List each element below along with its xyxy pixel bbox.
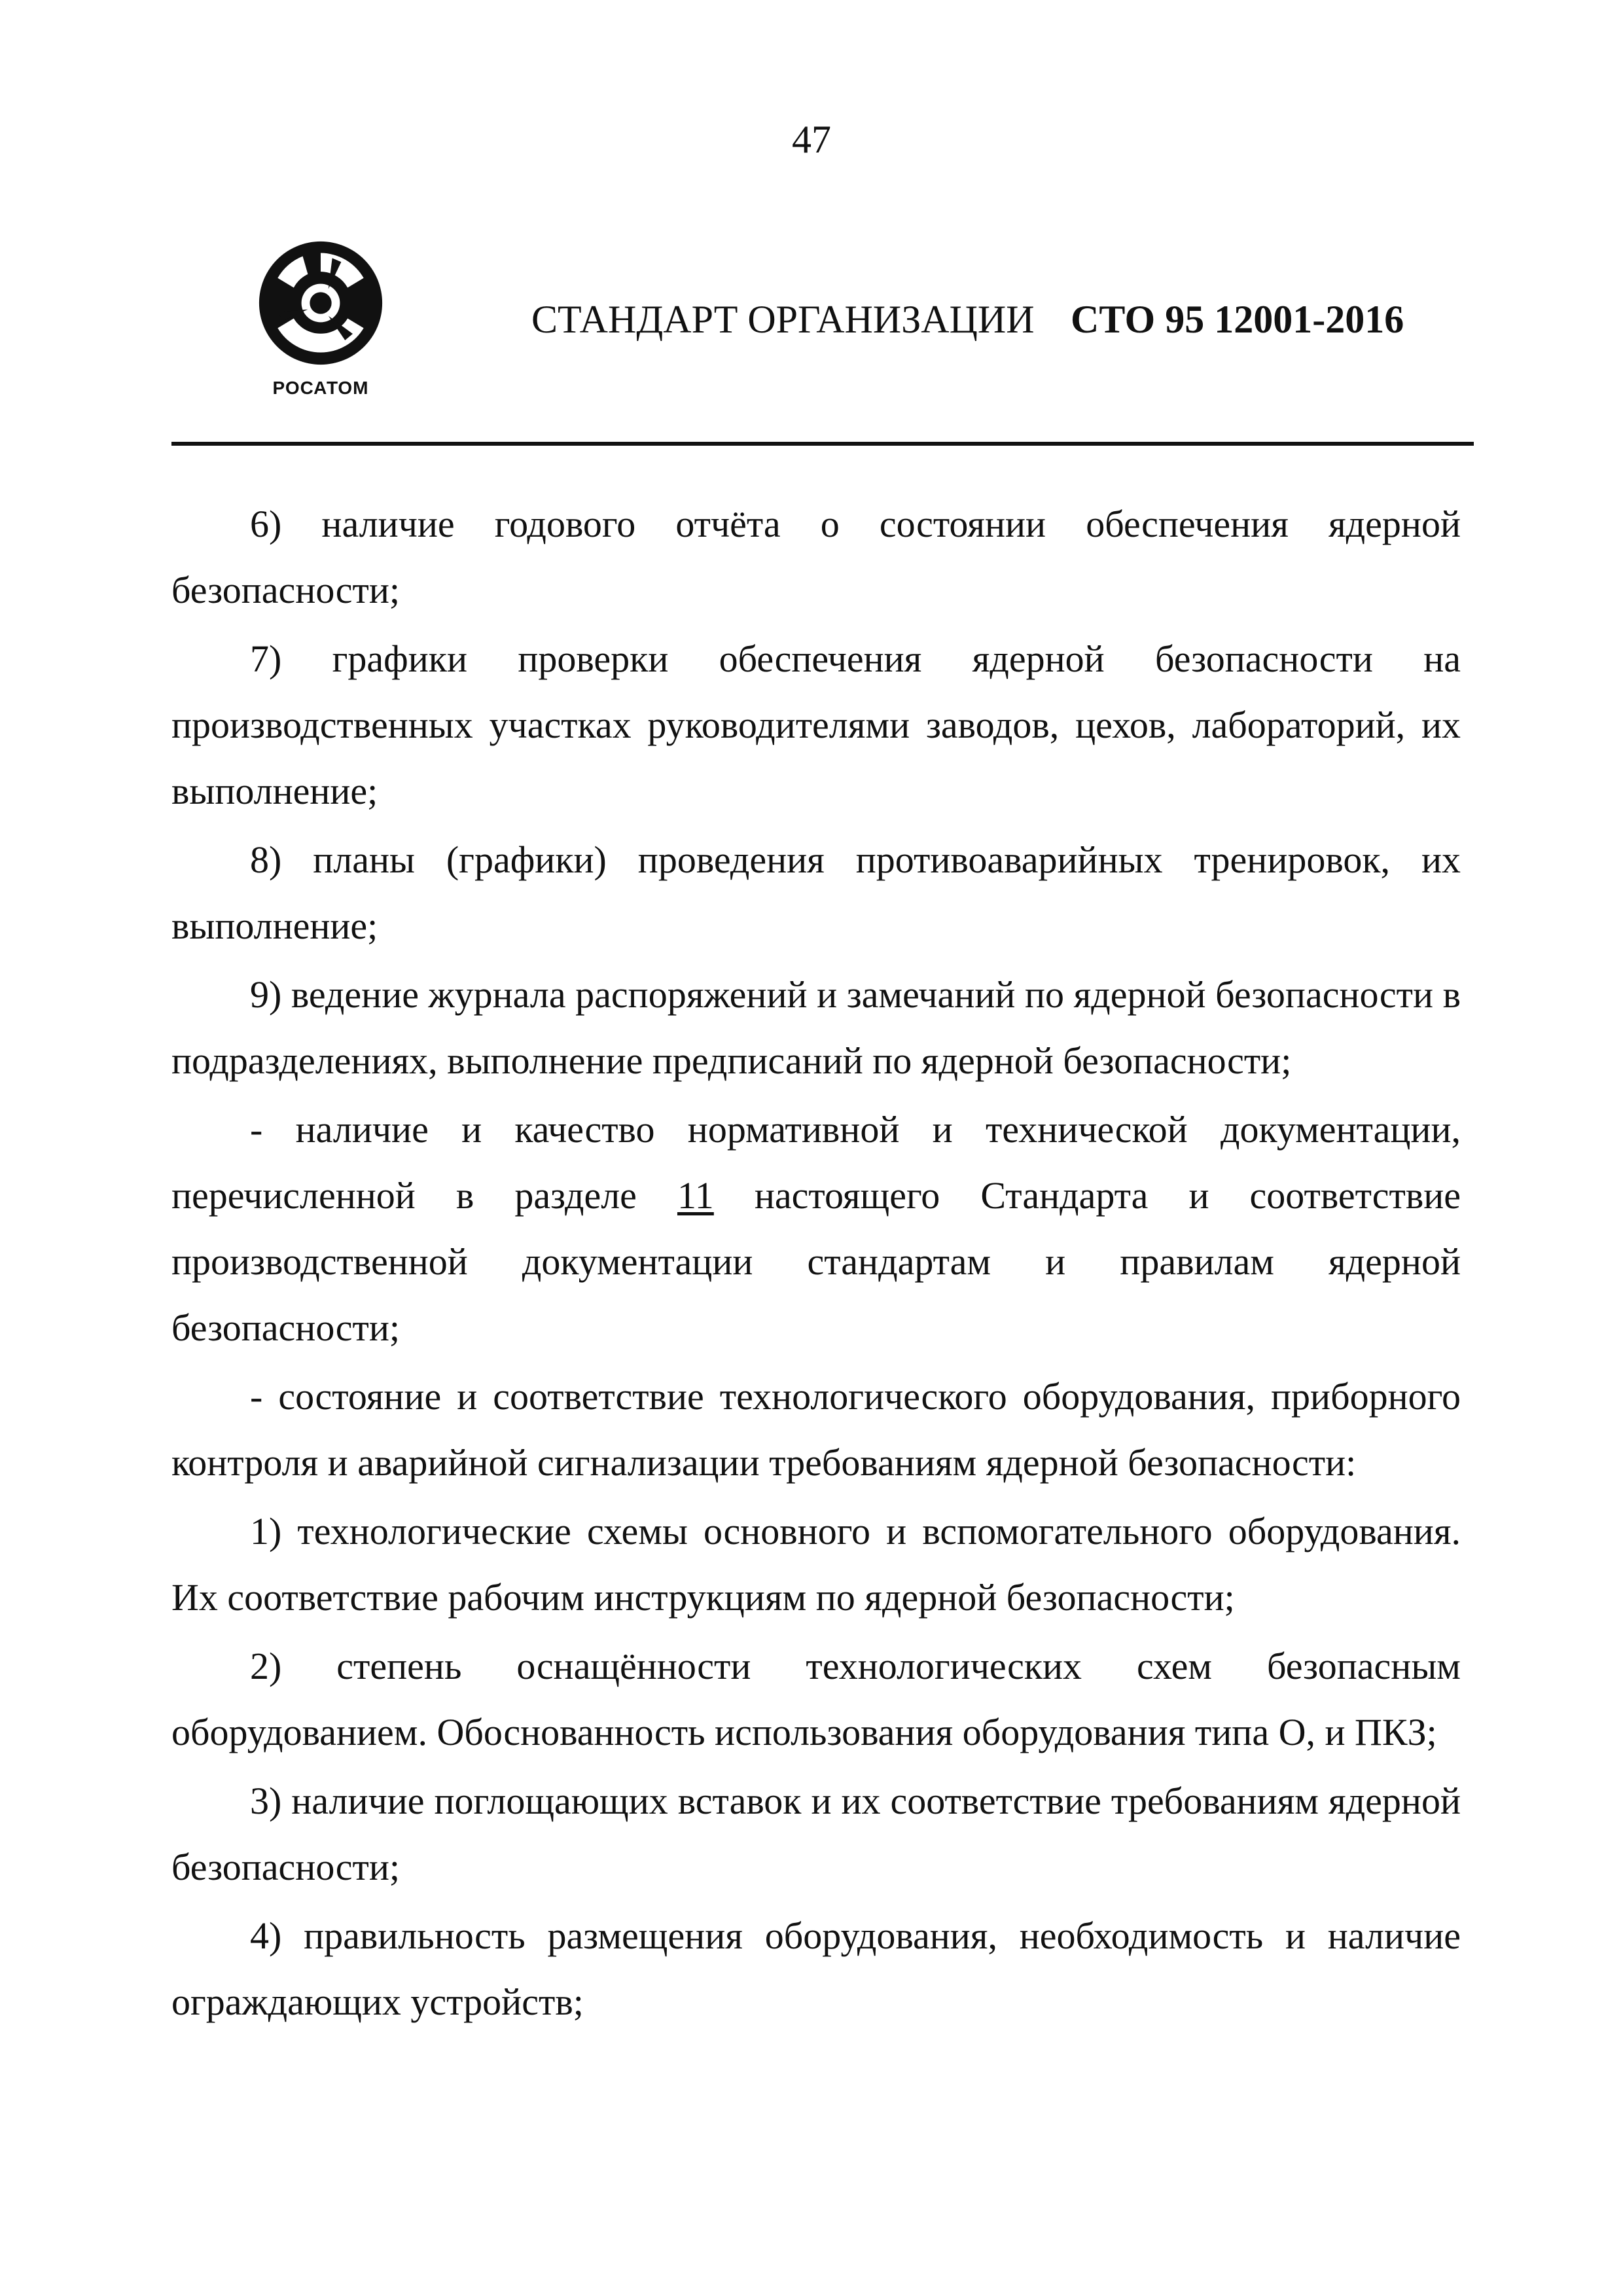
paragraph-equipment-state: - состояние и соответствие технологического оборудования, приборного контроля и аварийной сигнализации требованиям ядерной безопасности: <box>171 1375 1461 1484</box>
documentation-text-start: - наличие и качество нормативной и технической документации, перечисленной в разделе <box>171 1108 1461 1217</box>
header-divider <box>171 442 1474 446</box>
document-body <box>171 491 1461 2035</box>
paragraph-item-1: 1) технологические схемы основного и вспомогательного оборудования. Их соответствие рабочим инструкциям по ядерной безопасности; <box>171 1510 1461 1619</box>
paragraph-8: 8) планы (графики) проведения противоаварийных тренировок, их выполнение; <box>171 838 1461 947</box>
standard-code: СТО 95 12001-2016 <box>1071 298 1404 341</box>
section-reference-link: 11 <box>677 1174 714 1217</box>
logo-text: РОСАТОМ <box>272 378 369 398</box>
rosatom-logo-icon <box>257 239 385 367</box>
paragraph-9: 9) ведение журнала распоряжений и замечаний по ядерной безопасности в подразделениях, выполнение предписаний по ядерной безопасности; <box>171 973 1461 1082</box>
paragraph-documentation <box>171 1096 1461 1361</box>
paragraph-item-3: 3) наличие поглощающих вставок и их соответствие требованиям ядерной безопасности; <box>171 1780 1461 1888</box>
paragraph-item-2: 2) степень оснащённости технологических схем безопасным оборудованием. Обоснованность использования оборудования типа О, и ПКЗ; <box>171 1645 1461 1753</box>
paragraph-item-4: 4) правильность размещения оборудования, необходимость и наличие ограждающих устройств; <box>171 1914 1461 2023</box>
standard-title: СТАНДАРТ ОРГАНИЗАЦИИ <box>531 298 1035 341</box>
documentation-text-end: настоящего Стандарта и соответствие производственной документации стандартам и правилам ядерной безопасности; <box>171 1174 1461 1349</box>
paragraph-7: 7) графики проверки обеспечения ядерной безопасности на производственных участках руководителями заводов, цехов, лабораторий, их выполнение; <box>171 637 1461 812</box>
organization-logo <box>236 239 406 403</box>
page-number: 47 <box>792 118 831 161</box>
paragraph-6: 6) наличие годового отчёта о состоянии обеспечения ядерной безопасности; <box>171 503 1461 611</box>
